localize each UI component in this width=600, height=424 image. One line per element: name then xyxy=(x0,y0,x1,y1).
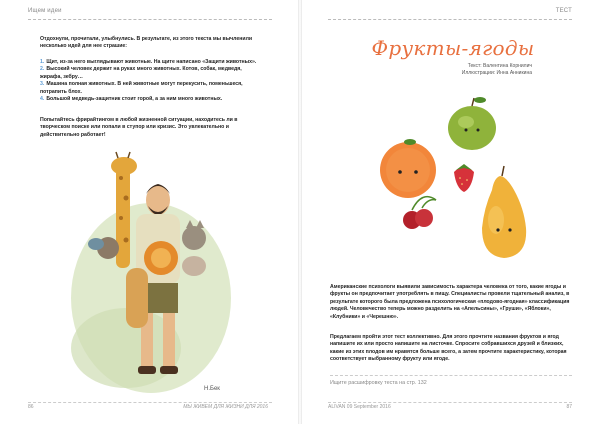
left-page xyxy=(0,0,298,424)
footer-divider xyxy=(328,402,572,403)
orange-figure xyxy=(380,139,436,198)
caption-divider xyxy=(330,375,572,376)
list-item: 3. Машина полная животных. В ней животные могут перекусить, поменьшеся, потрапить блох. xyxy=(40,81,243,95)
list-number: 3. xyxy=(40,81,45,88)
page-number: 87 xyxy=(566,404,572,410)
outro-text: Попытайтесь фрирайтингом в любой жизненной ситуации, находитесь ли в творческом поиске или попали в ступор или кризис. Это увлекательно и действительно работает! xyxy=(40,117,238,138)
animals-illustration xyxy=(66,148,236,398)
paragraph-2: Предлагаем пройти этот тест коллективно. Для этого прочтите названия фруктов и ягод напишите их или просто напишите на листочке. Спросите собравшихся друзей и близких, какие из этих плодов им нравятся больше всего, а затем прочтите характеристику, которая соответствует выбранному фрукту или ягоде. xyxy=(330,334,567,363)
list-number: 1. xyxy=(40,59,45,65)
list-number: 4. xyxy=(40,96,45,103)
illustration-credit: Иллюстрации: Инна Анникина xyxy=(461,70,532,76)
section-header: Ищем идеи xyxy=(28,8,62,14)
ideas-list xyxy=(40,59,262,103)
cherries-figure xyxy=(403,197,436,229)
fruits-illustration xyxy=(372,80,542,270)
answer-note: Ищите расшифровку теста на стр. 132 xyxy=(330,380,427,386)
paragraph-1: Американские психологи выявили зависимость характера человека от того, какие ягоды и фрукты он предпочитает употреблять в пищу. Специалисты провели тщательный анализ, в результате которого была предложена психологическая «плодово-ягодная» классификация людей. Человечество теперь можно разделить на «Апельсины», «Груши», «Яблоки», «Клубники» и «Черешню». xyxy=(330,284,570,320)
header-divider xyxy=(28,19,272,20)
footer-label: МЫ ЖИВЕМ ДЛЯ ЖИЗНИ ДЛЯ 2016 xyxy=(183,404,268,410)
strawberry-figure xyxy=(454,164,474,192)
header-divider xyxy=(328,19,572,20)
section-header: ТЕСТ xyxy=(555,8,572,14)
pear-figure xyxy=(482,166,526,258)
text-credit: Текст: Валентина Корнилич xyxy=(467,63,532,69)
list-item: 1. Щит, из-за него выглядывают животные. На щите написано «Защити животных». xyxy=(40,59,257,65)
right-page xyxy=(302,0,600,424)
credits xyxy=(382,63,532,77)
list-item: 2. Высокий человек держит на руках много животных. Котов, собак, медведя, жирафа, зебру… xyxy=(40,66,242,80)
article-title: Фрукты-ягоды xyxy=(371,36,535,60)
list-number: 2. xyxy=(40,66,45,73)
footer-label: ALIVAN 09 September 2016 xyxy=(328,404,391,410)
footer-divider xyxy=(28,402,272,403)
apple-figure xyxy=(448,97,496,150)
list-item: 4. Большой медведь-защитник стоит горой, а за ним много животных. xyxy=(40,96,223,103)
intro-text: Отдохнули, прочитали, улыбнулись. В результате, из этого текста мы вычленили несколько идей для нее страшие: xyxy=(40,36,253,50)
page-number: 86 xyxy=(28,404,34,410)
artist-signature: Н.Бек xyxy=(204,386,220,392)
